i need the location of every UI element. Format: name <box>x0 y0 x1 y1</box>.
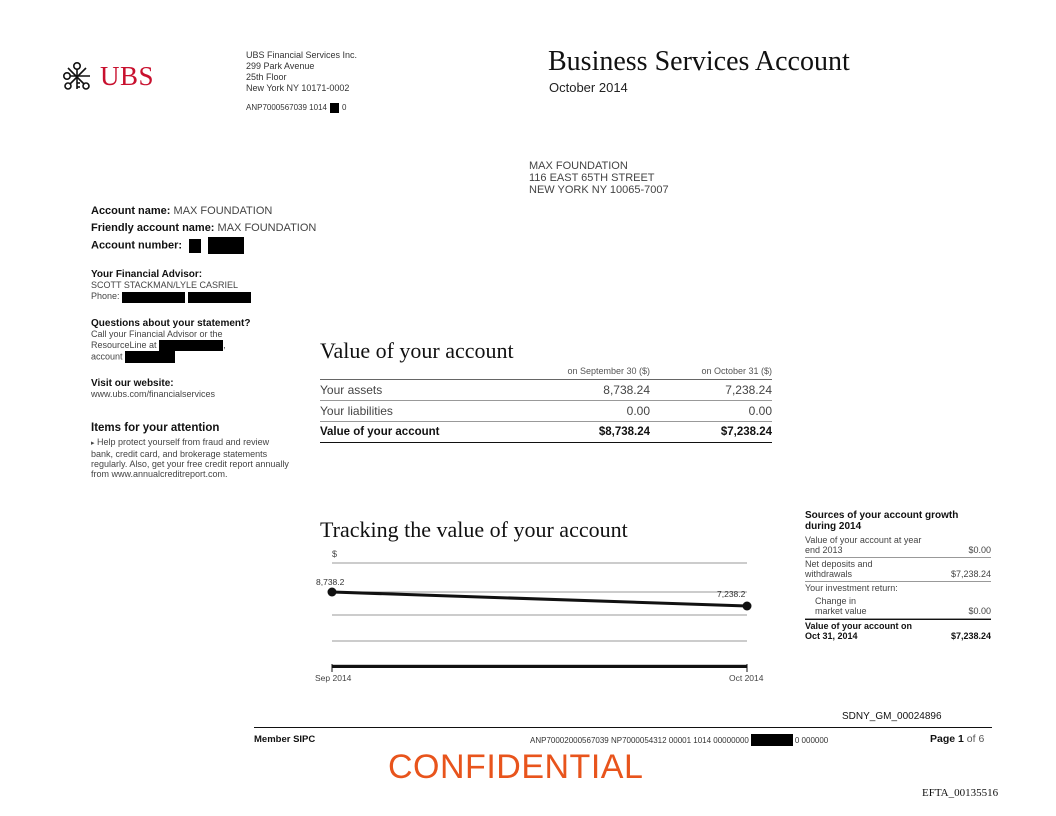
table-total-row <box>320 422 772 443</box>
footer-code-left: ANP70002000567039 NP7000054312 00001 1014 00000000 <box>530 735 749 745</box>
sources-row-label: Value of your account at year end 2013 <box>805 535 922 555</box>
account-name-value: MAX FOUNDATION <box>173 205 273 217</box>
address-line: New York NY 10171-0002 <box>246 83 350 93</box>
data-label: 7,238.2 <box>717 589 746 599</box>
redaction-box <box>122 292 185 303</box>
redaction-box <box>189 239 201 253</box>
sources-panel <box>805 510 991 643</box>
advisor-label: Your Financial Advisor: <box>91 269 203 281</box>
address-line: 25th Floor <box>246 72 287 82</box>
sources-row <box>805 595 991 619</box>
table-row <box>320 401 772 422</box>
statement-code-suffix: 0 <box>341 103 347 112</box>
resourceline-text: ResourceLine at <box>91 339 157 350</box>
address-line: 299 Park Avenue <box>246 61 315 71</box>
sources-row-value: $0.00 <box>968 606 991 616</box>
questions-text <box>91 351 321 363</box>
sources-total-value: $7,238.24 <box>950 631 991 641</box>
x-tick-label: Sep 2014 <box>315 673 352 683</box>
ubs-logo-text: UBS <box>100 60 155 91</box>
recipient-line: 116 EAST 65TH STREET <box>529 172 655 184</box>
row-value-september: 0.00 <box>626 404 650 418</box>
sources-row-label: Net deposits and withdrawals <box>805 559 873 579</box>
redaction-box <box>330 103 339 113</box>
advisor-phone-row <box>91 291 321 302</box>
column-header-october: on October 31 ($) <box>701 365 772 376</box>
address-line: UBS Financial Services Inc. <box>246 50 358 60</box>
x-tick-label: Oct 2014 <box>729 673 764 683</box>
row-value-september: 8,738.24 <box>603 383 650 397</box>
document-title: Business Services Account <box>548 46 850 77</box>
footer-code <box>530 734 828 746</box>
data-label: 8,738.2 <box>316 577 345 587</box>
sources-row-value: $7,238.24 <box>950 569 991 579</box>
advisor-names: SCOTT STACKMAN/LYLE CASRIEL <box>91 280 239 291</box>
redaction-box <box>188 292 251 303</box>
data-point <box>743 602 752 611</box>
total-label: Value of your account <box>320 426 440 438</box>
friendly-name-label: Friendly account name: <box>91 222 215 234</box>
sources-title: Sources of your account growth during 2014 <box>805 510 959 532</box>
page-current: 1 <box>958 733 964 745</box>
column-header-september: on September 30 ($) <box>567 365 650 376</box>
sources-row-label: Your investment return: <box>805 583 898 593</box>
statement-period: October 2014 <box>549 80 628 95</box>
sources-row-label: Change in market value <box>815 596 867 616</box>
document-id: SDNY_GM_00024896 <box>842 711 942 722</box>
row-value-october: 0.00 <box>748 404 772 418</box>
table-row <box>320 380 772 401</box>
ubs-logo <box>60 58 154 94</box>
sources-row <box>805 582 991 595</box>
attention-body: Help protect yourself from fraud and review bank, credit card, and brokerage statements regularly. Also, get your free credit report annually from www.annualcreditreport.com. <box>91 436 289 479</box>
value-section-title: Value of your account <box>320 338 514 363</box>
redaction-box <box>159 340 223 351</box>
total-october: $7,238.24 <box>720 426 772 438</box>
recipient-line: MAX FOUNDATION <box>529 160 628 172</box>
friendly-name-row <box>91 220 321 237</box>
efta-id: EFTA_00135516 <box>922 787 999 799</box>
account-text: account <box>91 351 123 362</box>
footer-code-right: 0 000000 <box>794 735 829 745</box>
website-link[interactable]: www.ubs.com/financialservices <box>91 388 216 399</box>
footer-divider <box>254 727 992 728</box>
page-number <box>930 733 984 745</box>
series-line <box>332 592 747 606</box>
account-number-row <box>91 237 321 254</box>
ubs-keys-icon <box>60 59 94 93</box>
sources-row <box>805 558 991 582</box>
recipient-address <box>529 160 669 196</box>
redaction-box <box>208 237 244 254</box>
questions-text: ResourceLine at , <box>91 339 226 350</box>
row-value-october: 7,238.24 <box>725 383 772 397</box>
redaction-box <box>125 351 175 363</box>
questions-label: Questions about your statement? <box>91 317 251 329</box>
sources-total-label: Value of your account on Oct 31, 2014 <box>805 621 913 641</box>
bullet-arrow-icon: ▸ <box>91 439 95 447</box>
ubs-address <box>246 50 357 113</box>
sources-total-row <box>805 619 991 643</box>
statement-code-text: ANP7000567039 1014 <box>246 103 327 112</box>
row-label: Your assets <box>320 383 383 397</box>
account-value-chart <box>300 540 780 690</box>
attention-title: Items for your attention <box>91 421 220 434</box>
confidential-stamp: CONFIDENTIAL <box>388 748 644 786</box>
tracking-section-title: Tracking the value of your account <box>320 517 628 542</box>
y-axis-label: $ <box>332 549 338 559</box>
website-label: Visit our website: <box>91 377 174 389</box>
attention-text <box>91 437 291 479</box>
account-name-label: Account name: <box>91 205 171 217</box>
total-september: $8,738.24 <box>598 426 650 438</box>
row-label: Your liabilities <box>320 404 393 418</box>
recipient-line: NEW YORK NY 10065-7007 <box>529 184 669 196</box>
sources-row <box>805 534 991 558</box>
member-sipc: Member SIPC <box>254 734 316 745</box>
account-info-column <box>91 203 321 479</box>
page-label: Page <box>930 733 956 745</box>
questions-text: Call your Financial Advisor or the <box>91 328 223 339</box>
sources-row-value: $0.00 <box>968 545 991 555</box>
data-point <box>328 588 337 597</box>
account-number-label: Account number: <box>91 239 183 252</box>
phone-label: Phone: <box>91 291 120 302</box>
statement-code <box>246 102 357 113</box>
value-table <box>320 362 772 443</box>
redaction-box <box>751 734 793 746</box>
table-header <box>320 362 772 380</box>
account-name-row <box>91 203 321 220</box>
friendly-name-value: MAX FOUNDATION <box>217 222 317 234</box>
page-total: of 6 <box>966 733 985 745</box>
